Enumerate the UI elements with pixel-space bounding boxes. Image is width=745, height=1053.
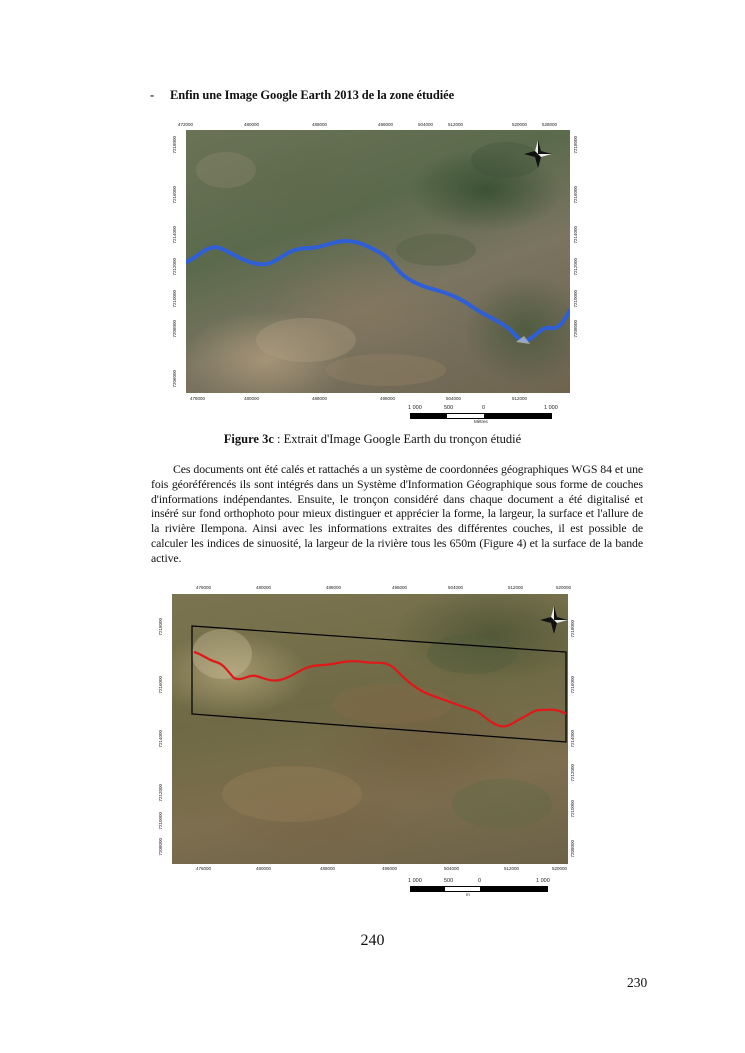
- fig2-bottom-tick: 488000: [320, 866, 336, 871]
- fig2-scale-label: 1 000: [408, 878, 422, 884]
- fig2-scale-label: 500: [444, 878, 454, 884]
- fig1-scale-segment: [484, 413, 552, 419]
- fig1-top-tick: 480000: [244, 122, 260, 127]
- fig2-scale-segment: [480, 886, 548, 892]
- fig1-bottom-tick: 480000: [244, 396, 260, 401]
- fig2-bottom-tick: 520000: [552, 866, 568, 871]
- fig2-left-tick: 7210000: [158, 812, 163, 830]
- fig2-bottom-tick: 504000: [444, 866, 460, 871]
- caption-label: Figure 3c: [223, 432, 274, 446]
- fig2-scale-label: 0: [478, 878, 482, 884]
- fig1-right-tick: 7212000: [573, 258, 578, 276]
- fig1-bottom-tick: 478000: [190, 396, 206, 401]
- fig2-right-tick: 7218000: [570, 620, 575, 638]
- fig1-bottom-tick: 496000: [380, 396, 396, 401]
- bullet-dash: -: [150, 88, 155, 102]
- fig2-left-tick: 7212000: [158, 784, 163, 802]
- fig2-left-tick: 7216000: [158, 676, 163, 694]
- fig1-top-tick: 528000: [542, 122, 558, 127]
- fig2-top-tick: 488000: [326, 585, 342, 590]
- fig1-right-tick: 7214000: [573, 226, 578, 244]
- fig1-bottom-tick: 488000: [312, 396, 328, 401]
- fig1-scale-label: 500: [444, 405, 454, 411]
- fig1-scale-label: 1 000: [544, 405, 558, 411]
- fig2-bottom-tick: 496000: [382, 866, 398, 871]
- fig1-scale-label: 1 000: [408, 405, 422, 411]
- fig1-bottom-tick: 512000: [512, 396, 528, 401]
- fig2-top-tick: 512000: [508, 585, 524, 590]
- fig1-left-tick: 7214000: [172, 226, 177, 244]
- fig2-bottom-tick: 512000: [504, 866, 520, 871]
- fig2-top-tick: 476000: [196, 585, 212, 590]
- fig1-top-tick: 504000: [418, 122, 434, 127]
- fig1-top-tick: 520000: [512, 122, 528, 127]
- fig1-right-tick: 7208000: [573, 320, 578, 338]
- north-arrow-icon: [540, 606, 568, 634]
- page-number-corner: 230: [627, 975, 648, 990]
- body-paragraph: [151, 462, 643, 566]
- fig2-scale-unit: m: [466, 892, 470, 897]
- fig1-left-tick: 7206000: [172, 370, 177, 388]
- fig2-top-tick: 520000: [556, 585, 572, 590]
- page-number-center: 240: [360, 932, 385, 949]
- fig2-left-tick: 7214000: [158, 730, 163, 748]
- fig1-right-tick: 7216000: [573, 186, 578, 204]
- fig1-right-tick: 7210000: [573, 290, 578, 308]
- figure-1-caption: [0, 432, 745, 447]
- fig1-left-tick: 7208000: [172, 320, 177, 338]
- fig1-right-tick: 7218000: [573, 136, 578, 154]
- fig1-scale-label: 0: [482, 405, 486, 411]
- fig2-bottom-tick: 476000: [196, 866, 212, 871]
- fig1-top-tick: 496000: [378, 122, 394, 127]
- fig2-right-tick: 7208000: [570, 840, 575, 858]
- fig2-top-tick: 480000: [256, 585, 272, 590]
- fig2-right-tick: 7212000: [570, 764, 575, 782]
- fig1-scale-bar: [404, 405, 564, 429]
- fig2-bottom-tick: 480000: [256, 866, 272, 871]
- fig1-scale-segment: [410, 413, 448, 419]
- caption-text: : Extrait d'Image Google Earth du tronçon étudié: [273, 432, 522, 446]
- fig2-scale-segment: [444, 886, 482, 892]
- fig2-scale-bar: [404, 878, 564, 902]
- fig2-left-tick: 7218000: [158, 618, 163, 636]
- river-path-blue: [186, 241, 570, 341]
- bullet-heading: [150, 88, 454, 103]
- fig1-left-tick: 7216000: [172, 186, 177, 204]
- fig1-top-tick: 472000: [178, 122, 194, 127]
- figure-1-satellite-image: [186, 130, 570, 393]
- figure-2-satellite-image: [172, 594, 568, 864]
- fig2-scale-segment: [410, 886, 446, 892]
- fig2-left-tick: 7208000: [158, 838, 163, 856]
- fig2-scale-label: 1 000: [536, 878, 550, 884]
- fig1-left-tick: 7218000: [172, 136, 177, 154]
- fig2-right-tick: 7216000: [570, 676, 575, 694]
- fig2-top-tick: 496000: [392, 585, 408, 590]
- figure-2-overlay: [172, 594, 568, 864]
- fig1-scale-unit: Mètres: [474, 419, 488, 424]
- fig2-right-tick: 7210000: [570, 800, 575, 818]
- fig1-left-tick: 7212000: [172, 258, 177, 276]
- fig2-right-tick: 7214000: [570, 730, 575, 748]
- fig1-left-tick: 7210000: [172, 290, 177, 308]
- fig1-bottom-tick: 504000: [446, 396, 462, 401]
- body-paragraph-text: Ces documents ont été calés et rattachés a un système de coordonnées géographiques WGS 84 et une fois géoréférencés ils sont intégrés dans un Système d'Information Géographique sous forme de couches d'informations indépendantes. Ensuite, le tronçon considéré dans chaque document a été digitalisé et inséré sur fond orthophoto pour mieux distinguer et apprécier la forme, la largeur, la surface et l'allure de la rivière Ilempona. Ainsi avec les informations extraites des différentes couches, il est possible de calculer les indices de sinuosité, la largeur de la rivière tous les 650m (Figure 4) et la surface de la bande active.: [151, 462, 643, 565]
- figure-1-overlay: [186, 130, 570, 393]
- fig1-top-tick: 488000: [312, 122, 328, 127]
- fig2-top-tick: 504000: [448, 585, 464, 590]
- bullet-text: Enfin une Image Google Earth 2013 de la zone étudiée: [170, 88, 455, 102]
- fig1-top-tick: 512000: [448, 122, 464, 127]
